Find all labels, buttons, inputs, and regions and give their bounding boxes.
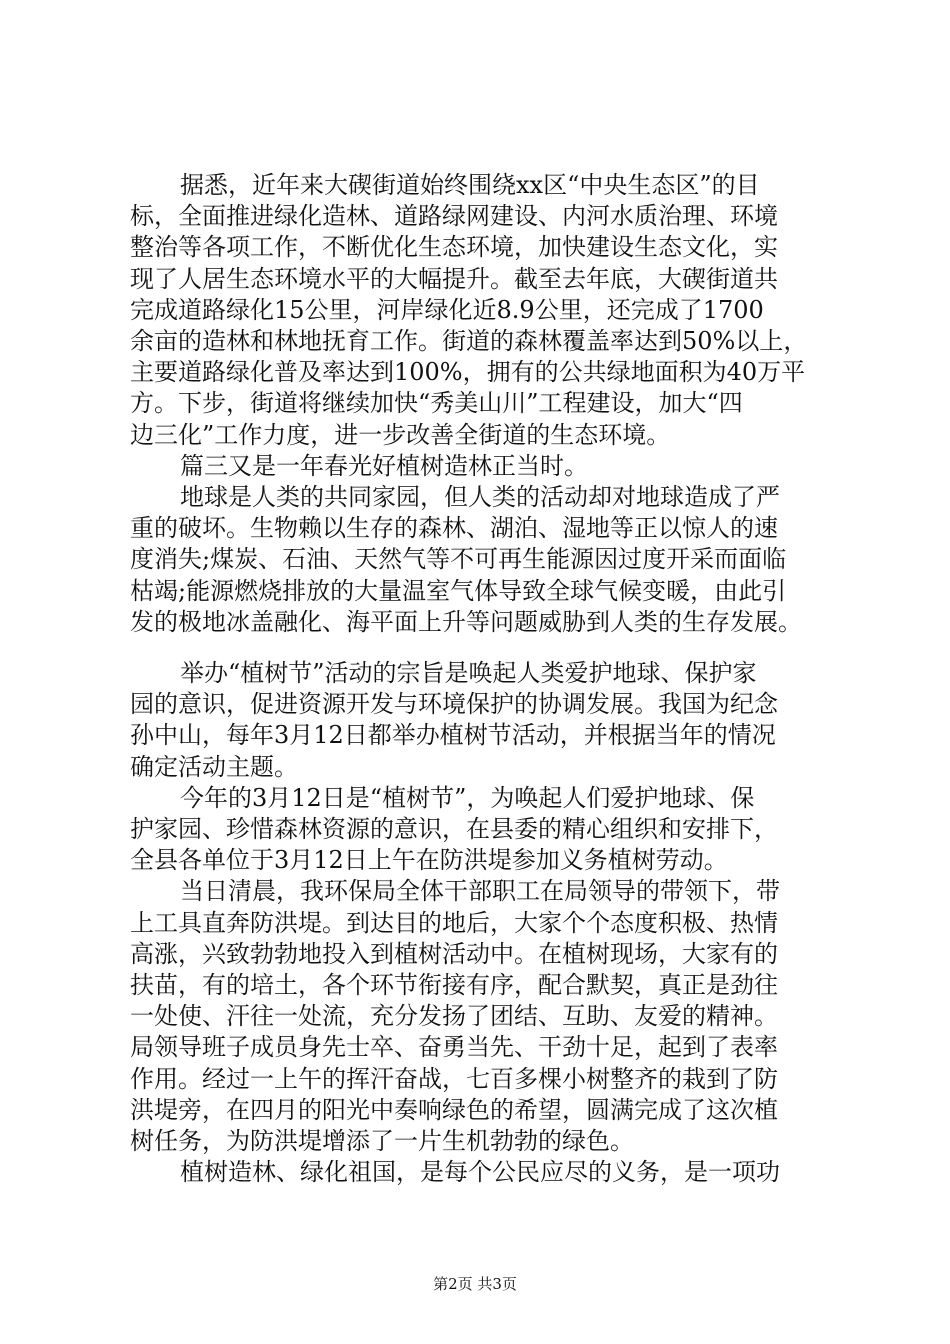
text-line: 地球是人类的共同家园，但人类的活动却对地球造成了严 bbox=[180, 483, 780, 511]
text-line: 扶苗，有的培土，各个环节衔接有序，配合默契，真正是劲往 bbox=[130, 971, 778, 999]
text-line: 重的破坏。生物赖以生存的森林、湖泊、湿地等正以惊人的速 bbox=[130, 514, 778, 542]
text-line: 孙中山，每年3月12日都举办植树节活动，并根据当年的情况 bbox=[130, 721, 776, 749]
text-line: 确定活动主题。 bbox=[130, 753, 298, 781]
text-line: 边三化”工作力度，进一步改善全街道的生态环境。 bbox=[130, 421, 671, 449]
text-line: 上工具直奔防洪堤。到达目的地后，大家个个态度积极、热情 bbox=[130, 909, 778, 937]
text-line: 方。下步，街道将继续加快“秀美山川”工程建设，加大“四 bbox=[130, 389, 743, 417]
text-line: 发的极地冰盖融化、海平面上升等问题威胁到人类的生存发展。 bbox=[130, 608, 802, 636]
text-line: 据悉，近年来大碶街道始终围绕xx区“中央生态区”的目 bbox=[180, 171, 760, 199]
text-line: 主要道路绿化普及率达到100%，拥有的公共绿地面积为40万平 bbox=[130, 358, 806, 386]
text-line: 举办“植树节”活动的宗旨是唤起人类爱护地球、保护家 bbox=[180, 659, 757, 687]
text-line: 标，全面推进绿化造林、道路绿网建设、内河水质治理、环境 bbox=[130, 202, 778, 230]
page-number: 第2页 共3页 bbox=[433, 1275, 517, 1293]
text-line: 现了人居生态环境水平的大幅提升。截至去年底，大碶街道共 bbox=[130, 265, 778, 293]
text-line: 植树造林、绿化祖国，是每个公民应尽的义务，是一项功 bbox=[180, 1158, 780, 1186]
text-line: 余亩的造林和林地抚育工作。街道的森林覆盖率达到50%以上， bbox=[130, 327, 808, 355]
text-line: 园的意识，促进资源开发与环境保护的协调发展。我国为纪念 bbox=[130, 690, 778, 718]
text-line: 高涨，兴致勃勃地投入到植树活动中。在植树现场，大家有的 bbox=[130, 940, 778, 968]
text-line: 全县各单位于3月12日上午在防洪堤参加义务植树劳动。 bbox=[130, 846, 728, 874]
text-line: 今年的3月12日是“植树节”，为唤起人们爱护地球、保 bbox=[180, 784, 755, 812]
text-line: 树任务，为防洪堤增添了一片生机勃勃的绿色。 bbox=[130, 1127, 634, 1155]
text-line: 作用。经过一上午的挥汗奋战，七百多棵小树整齐的栽到了防 bbox=[130, 1065, 778, 1093]
text-line: 洪堤旁，在四月的阳光中奏响绿色的希望，圆满完成了这次植 bbox=[130, 1096, 778, 1124]
text-line: 枯竭;能源燃烧排放的大量温室气体导致全球气候变暖，由此引 bbox=[130, 577, 787, 605]
text-line: 当日清晨，我环保局全体干部职工在局领导的带领下，带 bbox=[180, 877, 780, 905]
text-line: 整治等各项工作，不断优化生态环境，加快建设生态文化，实 bbox=[130, 233, 778, 261]
text-line: 局领导班子成员身先士卒、奋勇当先、干劲十足，起到了表率 bbox=[130, 1033, 778, 1061]
text-line: 护家园、珍惜森林资源的意识，在县委的精心组织和安排下， bbox=[130, 815, 778, 843]
text-line: 完成道路绿化15公里，河岸绿化近8.9公里，还完成了1700 bbox=[130, 296, 764, 324]
text-line: 一处使、汗往一处流，充分发扬了团结、互助、友爱的精神。 bbox=[130, 1002, 778, 1030]
text-line: 度消失;煤炭、石油、天然气等不可再生能源因过度开采而面临 bbox=[130, 545, 787, 573]
section-heading: 篇三又是一年春光好植树造林正当时。 bbox=[180, 452, 588, 480]
